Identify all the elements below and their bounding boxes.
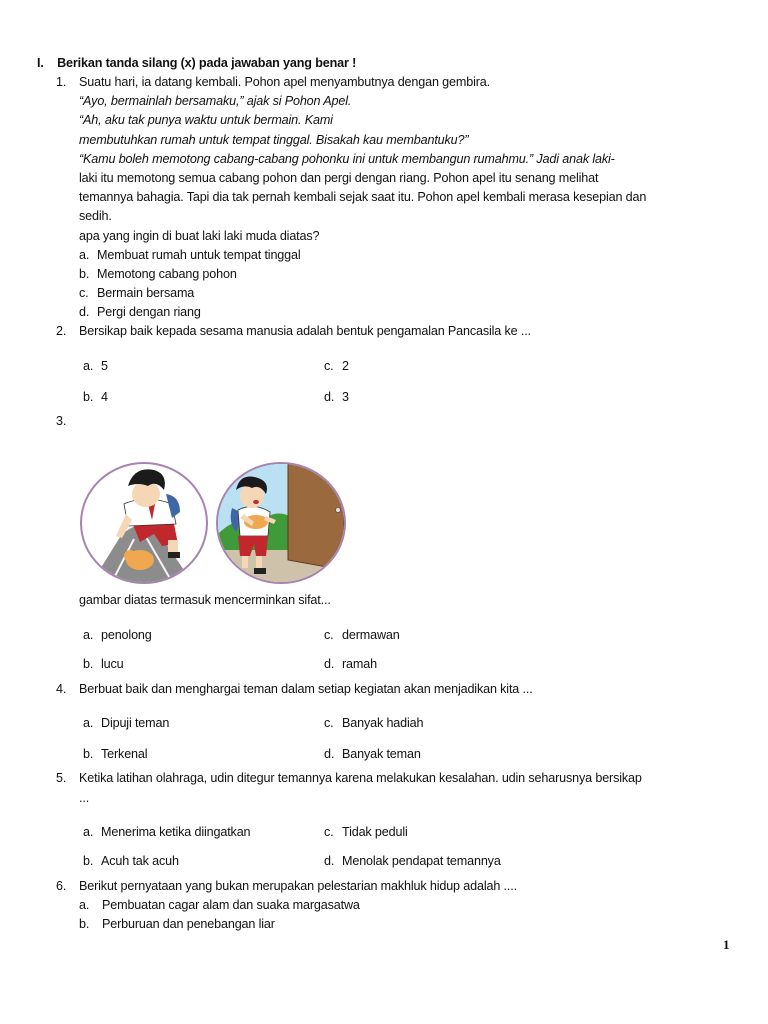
question-2-option-c[interactable] [324, 358, 349, 374]
option-label: b. [83, 390, 94, 404]
question-4-option-c[interactable] [324, 715, 423, 731]
option-label: a. [79, 248, 90, 262]
question-1-line: laki itu memotong semua cabang pohon dan pergi dengan riang. Pohon apel itu senang melihat [79, 171, 599, 185]
question-3-option-a[interactable] [83, 627, 152, 643]
option-text: Pergi dengan riang [97, 305, 201, 319]
question-2-number: 2. [56, 324, 67, 338]
question-3-option-d[interactable] [324, 656, 377, 672]
option-label: b. [79, 917, 90, 931]
option-label: a. [83, 359, 94, 373]
option-label: a. [83, 825, 94, 839]
illustration-boy-holding-cat [216, 462, 346, 584]
question-5-option-b[interactable] [83, 853, 179, 869]
question-6-option-b[interactable] [79, 916, 275, 932]
section-instruction: Berikan tanda silang (x) pada jawaban yang benar ! [57, 56, 357, 70]
question-6-option-a[interactable] [79, 897, 360, 913]
option-label: c. [324, 825, 334, 839]
option-label: c. [79, 286, 89, 300]
option-text: Banyak hadiah [342, 716, 424, 730]
option-label: b. [83, 854, 94, 868]
option-label: d. [324, 747, 335, 761]
option-text: Menolak pendapat temannya [342, 854, 501, 868]
question-1-line: Suatu hari, ia datang kembali. Pohon apel menyambutnya dengan gembira. [79, 75, 490, 89]
question-1-option-a[interactable] [79, 247, 301, 263]
question-5-text: Ketika latihan olahraga, udin ditegur temannya karena melakukan kesalahan. udin seharusnya bersikap [79, 771, 642, 785]
option-text: Bermain bersama [97, 286, 195, 300]
option-label: a. [79, 898, 90, 912]
option-text: 3 [342, 390, 349, 404]
option-label: a. [83, 716, 94, 730]
question-3-text: gambar diatas termasuk mencerminkan sifat... [79, 593, 331, 607]
option-text: Pembuatan cagar alam dan suaka margasatwa [102, 898, 360, 912]
question-5-option-a[interactable] [83, 824, 250, 840]
option-label: d. [79, 305, 90, 319]
option-label: c. [324, 716, 334, 730]
question-1-prompt: apa yang ingin di buat laki laki muda diatas? [79, 229, 320, 243]
option-text: Tidak peduli [342, 825, 408, 839]
question-5-number: 5. [56, 771, 67, 785]
option-text: 4 [101, 390, 108, 404]
question-1-line: “Ah, aku tak punya waktu untuk bermain. Kami [79, 113, 333, 127]
page-number: 1 [723, 937, 730, 952]
question-2-text: Bersikap baik kepada sesama manusia adalah bentuk pengamalan Pancasila ke ... [79, 324, 531, 338]
option-label: b. [83, 657, 94, 671]
question-2-option-b[interactable] [83, 389, 108, 405]
option-label: c. [324, 628, 334, 642]
illustration-boy-helping-cat [80, 462, 208, 584]
option-text: penolong [101, 628, 152, 642]
question-4-text: Berbuat baik dan menghargai teman dalam setiap kegiatan akan menjadikan kita ... [79, 682, 533, 696]
question-1-number: 1. [56, 75, 67, 89]
question-1-line: temannya bahagia. Tapi dia tak pernah kembali sejak saat itu. Pohon apel kembali merasa kesepian dan [79, 190, 647, 204]
option-text: 5 [101, 359, 108, 373]
option-label: a. [83, 628, 94, 642]
question-4-option-d[interactable] [324, 746, 421, 762]
question-4-number: 4. [56, 682, 67, 696]
option-text: Membuat rumah untuk tempat tinggal [97, 248, 301, 262]
question-1-line [79, 151, 615, 167]
option-text: Dipuji teman [101, 716, 170, 730]
option-text: Acuh tak acuh [101, 854, 179, 868]
boy-holding-cat-icon [218, 464, 344, 582]
question-4-option-a[interactable] [83, 715, 169, 731]
option-label: b. [79, 267, 90, 281]
option-label: d. [324, 657, 335, 671]
question-1-quote-cont: Jadi anak laki- [533, 152, 615, 166]
question-3-option-c[interactable] [324, 627, 400, 643]
option-text: Perburuan dan penebangan liar [102, 917, 275, 931]
question-5-option-c[interactable] [324, 824, 408, 840]
section-heading [37, 55, 356, 71]
question-2-option-a[interactable] [83, 358, 108, 374]
question-1-line: “Ayo, bermainlah bersamaku,” ajak si Pohon Apel. [79, 94, 352, 108]
option-label: d. [324, 854, 335, 868]
question-1-option-b[interactable] [79, 266, 237, 282]
option-text: Menerima ketika diingatkan [101, 825, 251, 839]
option-text: lucu [101, 657, 124, 671]
question-3-number: 3. [56, 414, 67, 428]
question-2-option-d[interactable] [324, 389, 349, 405]
boy-helping-cat-icon [82, 464, 206, 582]
question-3-option-b[interactable] [83, 656, 124, 672]
option-text: dermawan [342, 628, 400, 642]
option-label: b. [83, 747, 94, 761]
question-1-line: sedih. [79, 209, 112, 223]
question-5-text-cont: ... [79, 791, 90, 805]
question-1-line: membutuhkan rumah untuk tempat tinggal. Bisakah kau membantuku?” [79, 133, 469, 147]
option-text: Memotong cabang pohon [97, 267, 237, 281]
section-numeral: I. [37, 56, 44, 70]
option-text: Banyak teman [342, 747, 421, 761]
question-1-quote: “Kamu boleh memotong cabang-cabang pohonku ini untuk membangun rumahmu.” [79, 152, 534, 166]
question-6-number: 6. [56, 879, 67, 893]
option-text: 2 [342, 359, 349, 373]
option-text: Terkenal [101, 747, 148, 761]
question-6-text: Berikut pernyataan yang bukan merupakan pelestarian makhluk hidup adalah .... [79, 879, 517, 893]
option-label: d. [324, 390, 335, 404]
option-label: c. [324, 359, 334, 373]
question-1-option-d[interactable] [79, 304, 201, 320]
question-1-option-c[interactable] [79, 285, 194, 301]
question-4-option-b[interactable] [83, 746, 147, 762]
question-5-option-d[interactable] [324, 853, 501, 869]
option-text: ramah [342, 657, 377, 671]
